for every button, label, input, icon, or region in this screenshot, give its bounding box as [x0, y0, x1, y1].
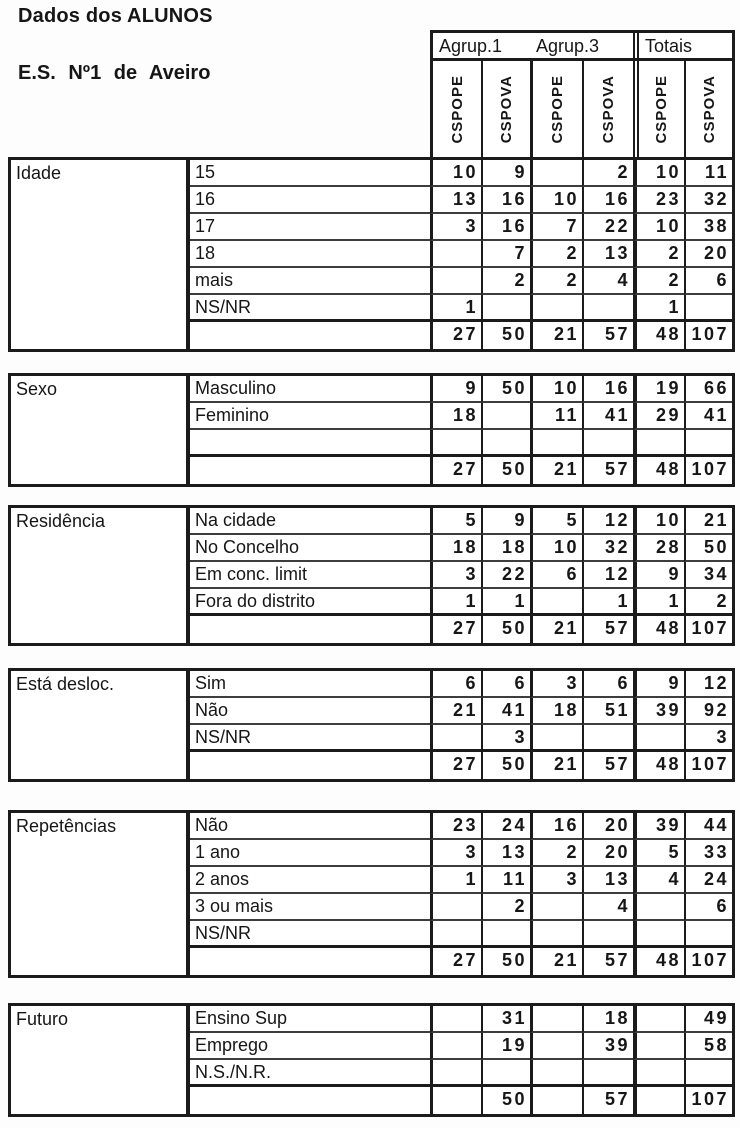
value-cell: 18 — [582, 1006, 633, 1033]
value-cell: 2 — [633, 268, 684, 295]
value-cell: 20 — [582, 840, 633, 867]
total-cell: 107 — [684, 616, 732, 643]
value-cell: 23 — [633, 187, 684, 214]
value-cell: 5 — [430, 508, 481, 535]
value-cell — [481, 1060, 530, 1087]
column-label-cell — [530, 61, 582, 157]
value-cell: 16 — [530, 813, 582, 840]
value-cell — [530, 1060, 582, 1087]
value-cell: 58 — [684, 1033, 732, 1060]
total-cell: 48 — [633, 457, 684, 484]
value-cell — [430, 1006, 481, 1033]
value-cell: 41 — [684, 403, 732, 430]
value-cell: 13 — [481, 840, 530, 867]
column-label: CSPOVA — [498, 74, 515, 144]
column-label: CSPOVA — [700, 74, 718, 144]
group-label-agrup3: Agrup.3 — [536, 36, 600, 56]
value-cell: 3 — [430, 840, 481, 867]
total-cell — [430, 1087, 481, 1114]
value-cell — [633, 430, 684, 457]
value-cell — [582, 921, 633, 948]
value-cell: 39 — [582, 1033, 633, 1060]
value-cell: 21 — [430, 698, 481, 725]
column-label: CSPOPE — [549, 74, 566, 144]
value-cell: 6 — [530, 562, 582, 589]
value-cell — [530, 894, 582, 921]
value-cell: 10 — [430, 160, 481, 187]
total-cell: 50 — [481, 948, 530, 975]
value-cell: 1 — [430, 295, 481, 322]
column-label: CSPOPE — [448, 74, 466, 144]
value-cell: 32 — [582, 535, 633, 562]
value-cell: 1 — [582, 589, 633, 616]
row-label: 3 ou mais — [190, 894, 430, 921]
value-cell: 24 — [481, 813, 530, 840]
column-label-cell — [633, 61, 684, 157]
value-cell — [582, 295, 633, 322]
value-cell: 12 — [582, 562, 633, 589]
group-label-agrup1: Agrup.1 — [439, 36, 503, 56]
row-label: Feminino — [190, 403, 430, 430]
value-cell: 20 — [582, 813, 633, 840]
row-label: Não — [190, 813, 430, 840]
total-cell: 21 — [530, 616, 582, 643]
total-cell: 50 — [481, 322, 530, 349]
table-column-header — [430, 30, 735, 157]
section-label: Está desloc. — [11, 671, 190, 779]
row-label: NS/NR — [190, 725, 430, 752]
row-label: 17 — [190, 214, 430, 241]
total-cell: 27 — [430, 948, 481, 975]
value-cell: 13 — [582, 867, 633, 894]
column-label-row — [433, 61, 732, 157]
value-cell: 22 — [582, 214, 633, 241]
total-cell: 21 — [530, 752, 582, 779]
value-cell — [582, 430, 633, 457]
value-cell — [684, 430, 732, 457]
value-cell: 2 — [582, 160, 633, 187]
value-cell: 10 — [633, 160, 684, 187]
value-cell: 31 — [481, 1006, 530, 1033]
value-cell: 3 — [530, 671, 582, 698]
group-label-totais: Totais — [633, 33, 732, 58]
value-cell: 51 — [582, 698, 633, 725]
value-cell: 3 — [430, 562, 481, 589]
table-section — [8, 373, 735, 487]
total-cell: 50 — [481, 457, 530, 484]
value-cell: 18 — [530, 698, 582, 725]
value-cell: 12 — [582, 508, 633, 535]
total-cell: 48 — [633, 616, 684, 643]
total-row-label — [190, 322, 430, 349]
value-cell: 5 — [530, 508, 582, 535]
total-row-label — [190, 752, 430, 779]
total-cell: 57 — [582, 457, 633, 484]
total-cell — [530, 1087, 582, 1114]
value-cell: 11 — [481, 867, 530, 894]
value-cell: 11 — [684, 160, 732, 187]
total-cell: 21 — [530, 948, 582, 975]
value-cell: 66 — [684, 376, 732, 403]
table-section — [8, 505, 735, 646]
value-cell: 41 — [481, 698, 530, 725]
value-cell: 19 — [633, 376, 684, 403]
value-cell — [481, 430, 530, 457]
value-cell — [530, 295, 582, 322]
value-cell — [684, 295, 732, 322]
value-cell: 32 — [684, 187, 732, 214]
value-cell: 11 — [530, 403, 582, 430]
value-cell: 18 — [430, 403, 481, 430]
value-cell: 6 — [582, 671, 633, 698]
value-cell: 6 — [684, 894, 732, 921]
table-section — [8, 810, 735, 978]
total-row-label — [190, 616, 430, 643]
value-cell: 13 — [582, 241, 633, 268]
value-cell — [430, 241, 481, 268]
value-cell: 9 — [481, 160, 530, 187]
value-cell: 7 — [530, 214, 582, 241]
value-cell: 28 — [633, 535, 684, 562]
total-row-label — [190, 1087, 430, 1114]
table-section — [8, 1003, 735, 1117]
total-cell: 48 — [633, 948, 684, 975]
value-cell — [430, 921, 481, 948]
value-cell — [530, 160, 582, 187]
section-label: Sexo — [11, 376, 190, 484]
column-label-cell — [481, 61, 530, 157]
value-cell — [430, 894, 481, 921]
value-cell — [430, 1060, 481, 1087]
value-cell: 24 — [684, 867, 732, 894]
value-cell: 4 — [633, 867, 684, 894]
total-cell: 107 — [684, 1087, 732, 1114]
value-cell: 16 — [481, 187, 530, 214]
total-cell: 50 — [481, 616, 530, 643]
value-cell: 23 — [430, 813, 481, 840]
value-cell: 6 — [684, 268, 732, 295]
value-cell: 50 — [684, 535, 732, 562]
row-label: 15 — [190, 160, 430, 187]
value-cell: 41 — [582, 403, 633, 430]
value-cell: 44 — [684, 813, 732, 840]
total-cell: 27 — [430, 752, 481, 779]
section-label: Futuro — [11, 1006, 190, 1114]
row-label: 18 — [190, 241, 430, 268]
row-label: NS/NR — [190, 295, 430, 322]
row-label: Na cidade — [190, 508, 430, 535]
value-cell: 2 — [633, 241, 684, 268]
value-cell — [430, 1033, 481, 1060]
total-cell: 27 — [430, 457, 481, 484]
total-cell: 21 — [530, 322, 582, 349]
value-cell: 10 — [530, 187, 582, 214]
value-cell: 20 — [684, 241, 732, 268]
value-cell: 16 — [582, 376, 633, 403]
value-cell: 1 — [481, 589, 530, 616]
table-section — [8, 668, 735, 782]
value-cell: 13 — [430, 187, 481, 214]
column-label-cell — [684, 61, 732, 157]
value-cell — [481, 921, 530, 948]
value-cell — [684, 1060, 732, 1087]
value-cell: 10 — [530, 535, 582, 562]
value-cell: 9 — [481, 508, 530, 535]
column-label-cell — [582, 61, 633, 157]
value-cell: 38 — [684, 214, 732, 241]
section-label: Residência — [11, 508, 190, 643]
value-cell — [633, 1060, 684, 1087]
table-section — [8, 157, 735, 352]
value-cell: 2 — [530, 241, 582, 268]
value-cell: 1 — [633, 295, 684, 322]
total-cell — [633, 1087, 684, 1114]
value-cell: 92 — [684, 698, 732, 725]
value-cell: 33 — [684, 840, 732, 867]
value-cell: 21 — [684, 508, 732, 535]
value-cell — [633, 1033, 684, 1060]
total-row-label — [190, 457, 430, 484]
total-cell: 27 — [430, 322, 481, 349]
row-label: N.S./N.R. — [190, 1060, 430, 1087]
value-cell: 16 — [582, 187, 633, 214]
page-title: Dados dos ALUNOS — [18, 5, 213, 27]
value-cell: 1 — [633, 589, 684, 616]
value-cell — [582, 1060, 633, 1087]
row-label: Emprego — [190, 1033, 430, 1060]
value-cell — [481, 403, 530, 430]
value-cell: 5 — [633, 840, 684, 867]
total-cell: 107 — [684, 322, 732, 349]
value-cell: 9 — [430, 376, 481, 403]
total-cell: 50 — [481, 1087, 530, 1114]
value-cell: 50 — [481, 376, 530, 403]
total-cell: 107 — [684, 752, 732, 779]
value-cell: 18 — [481, 535, 530, 562]
value-cell: 2 — [530, 268, 582, 295]
value-cell: 4 — [582, 268, 633, 295]
value-cell — [633, 725, 684, 752]
group-header-band — [433, 33, 732, 61]
value-cell — [430, 268, 481, 295]
value-cell — [481, 295, 530, 322]
row-label: 2 anos — [190, 867, 430, 894]
value-cell: 19 — [481, 1033, 530, 1060]
value-cell: 18 — [430, 535, 481, 562]
value-cell: 3 — [430, 214, 481, 241]
section-label: Repetências — [11, 813, 190, 975]
value-cell: 9 — [633, 562, 684, 589]
row-label: Ensino Sup — [190, 1006, 430, 1033]
value-cell: 1 — [430, 589, 481, 616]
value-cell: 39 — [633, 813, 684, 840]
section-label: Idade — [11, 160, 190, 349]
total-cell: 21 — [530, 457, 582, 484]
column-label-cell — [433, 61, 481, 157]
value-cell — [530, 589, 582, 616]
value-cell — [530, 725, 582, 752]
total-cell: 57 — [582, 1087, 633, 1114]
total-cell: 107 — [684, 948, 732, 975]
value-cell — [530, 921, 582, 948]
value-cell: 34 — [684, 562, 732, 589]
row-label: NS/NR — [190, 921, 430, 948]
value-cell: 2 — [481, 268, 530, 295]
value-cell — [530, 1006, 582, 1033]
value-cell: 2 — [481, 894, 530, 921]
value-cell — [430, 725, 481, 752]
value-cell: 1 — [430, 867, 481, 894]
value-cell — [530, 1033, 582, 1060]
row-label: Sim — [190, 671, 430, 698]
value-cell: 10 — [633, 508, 684, 535]
value-cell — [633, 1006, 684, 1033]
value-cell: 4 — [582, 894, 633, 921]
value-cell: 29 — [633, 403, 684, 430]
total-row-label — [190, 948, 430, 975]
total-cell: 57 — [582, 616, 633, 643]
row-label: 1 ano — [190, 840, 430, 867]
row-label — [190, 430, 430, 457]
value-cell — [530, 430, 582, 457]
value-cell: 2 — [530, 840, 582, 867]
total-cell: 27 — [430, 616, 481, 643]
total-cell: 57 — [582, 948, 633, 975]
total-cell: 107 — [684, 457, 732, 484]
value-cell: 3 — [530, 867, 582, 894]
school-subtitle: E.S. Nº1 de Aveiro — [18, 62, 211, 84]
total-cell: 48 — [633, 322, 684, 349]
row-label: No Concelho — [190, 535, 430, 562]
total-cell: 57 — [582, 752, 633, 779]
value-cell — [633, 921, 684, 948]
row-label: 16 — [190, 187, 430, 214]
value-cell: 49 — [684, 1006, 732, 1033]
row-label: Em conc. limit — [190, 562, 430, 589]
total-cell: 57 — [582, 322, 633, 349]
column-label: CSPOPE — [653, 74, 670, 144]
value-cell: 6 — [481, 671, 530, 698]
value-cell: 7 — [481, 241, 530, 268]
value-cell: 9 — [633, 671, 684, 698]
value-cell — [633, 894, 684, 921]
value-cell: 6 — [430, 671, 481, 698]
total-cell: 50 — [481, 752, 530, 779]
column-label: CSPOVA — [600, 74, 617, 144]
value-cell: 39 — [633, 698, 684, 725]
row-label: Fora do distrito — [190, 589, 430, 616]
value-cell: 10 — [633, 214, 684, 241]
value-cell: 12 — [684, 671, 732, 698]
total-cell: 48 — [633, 752, 684, 779]
value-cell: 2 — [684, 589, 732, 616]
value-cell — [684, 921, 732, 948]
value-cell: 22 — [481, 562, 530, 589]
value-cell: 16 — [481, 214, 530, 241]
value-cell: 3 — [684, 725, 732, 752]
value-cell — [582, 725, 633, 752]
value-cell: 3 — [481, 725, 530, 752]
row-label: Não — [190, 698, 430, 725]
value-cell — [430, 430, 481, 457]
row-label: mais — [190, 268, 430, 295]
row-label: Masculino — [190, 376, 430, 403]
value-cell: 10 — [530, 376, 582, 403]
